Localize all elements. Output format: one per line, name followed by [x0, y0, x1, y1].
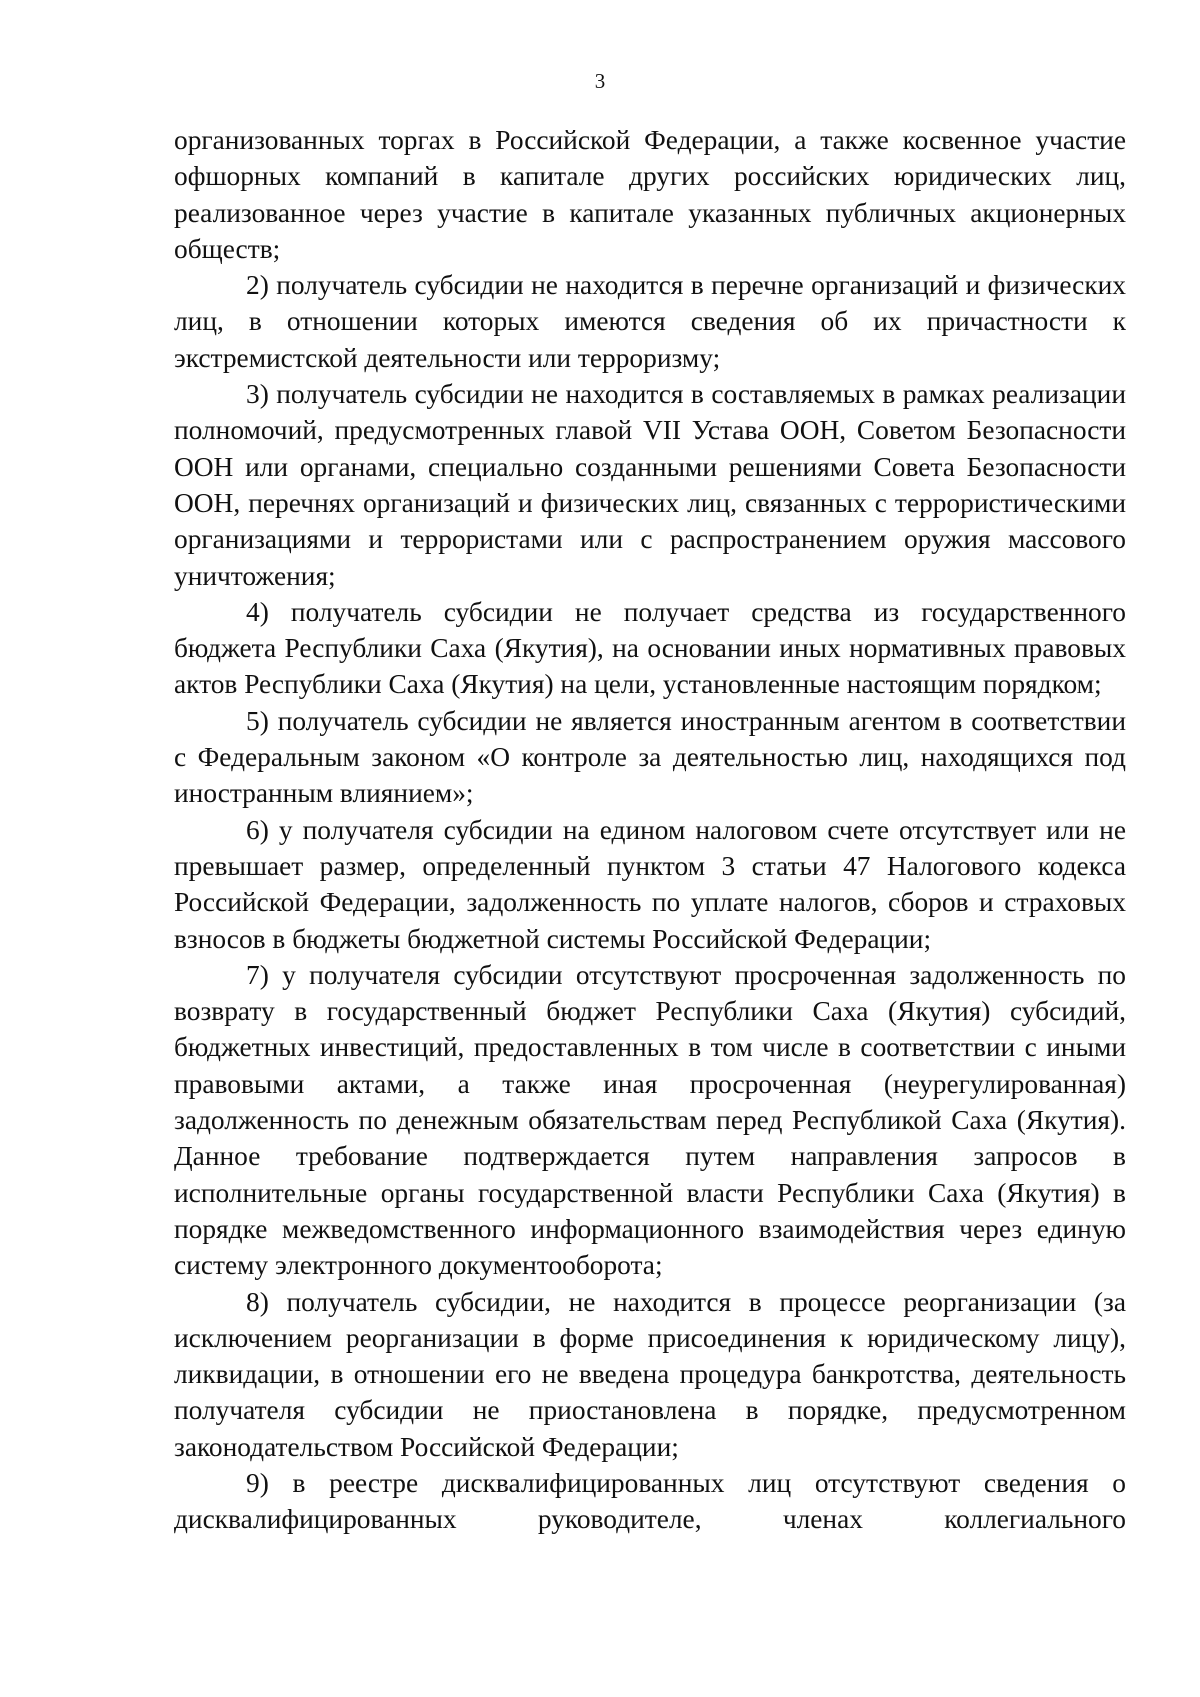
paragraph-item-8: 8) получатель субсидии, не находится в процессе реорганизации (за исключением реорганизации в форме присоединения к юридическому лицу), ликвидации, в отношении его не введена процедура банкротства, деятельность получателя субсидии не приостановлена в порядке, предусмотренном законодательством Российской Федерации;: [174, 1286, 1126, 1462]
paragraph-item-3: 3) получатель субсидии не находится в составляемых в рамках реализации полномочий, предусмотренных главой VII Устава ООН, Советом Безопасности ООН или органами, специально созданными решениями Совета Безопасности ООН, перечнях организаций и физических лиц, связанных с террористическими организациями и террористами или с распространением оружия массового уничтожения;: [174, 379, 1126, 591]
paragraph-item-6: 6) у получателя субсидии на едином налоговом счете отсутствует или не превышает размер, определенный пунктом 3 статьи 47 Налогового кодекса Российской Федерации, задолженность по уплате налогов, сборов и страховых взносов в бюджеты бюджетной системы Российской Федерации;: [174, 814, 1126, 954]
paragraph-item-7: 7) у получателя субсидии отсутствуют просроченная задолженность по возврату в государственный бюджет Республики Саха (Якутия) субсидий, бюджетных инвестиций, предоставленных в том числе в соответствии с иными правовыми актами, а также иная просроченная (неурегулированная) задолженность по денежным обязательствам перед Республикой Саха (Якутия). Данное требование подтверждается путем направления запросов в исполнительные органы государственной власти Республики Саха (Якутия) в порядке межведомственного информационного взаимодействия через единую систему электронного документооборота;: [174, 959, 1126, 1281]
paragraph-continuation: организованных торгах в Российской Федерации, а также косвенное участие офшорных компаний в капитале других российских юридических лиц, реализованное через участие в капитале указанных публичных акционерных обществ;: [174, 125, 1126, 264]
page-number: 3: [594, 69, 606, 93]
paragraph-item-4: 4) получатель субсидии не получает средства из государственного бюджета Республики Саха (Якутия), на основании иных нормативных правовых актов Республики Саха (Якутия) на цели, установленные настоящим порядком;: [174, 596, 1126, 700]
document-body: [174, 122, 1126, 1538]
paragraph-item-5: 5) получатель субсидии не является иностранным агентом в соответствии с Федеральным законом «О контроле за деятельностью лиц, находящихся под иностранным влиянием»;: [174, 705, 1126, 809]
paragraph-item-2: 2) получатель субсидии не находится в перечне организаций и физических лиц, в отношении которых имеются сведения об их причастности к экстремистской деятельности или терроризму;: [174, 270, 1126, 373]
paragraph-item-9: 9) в реестре дисквалифицированных лиц отсутствуют сведения о дисквалифицированных руководителе, членах коллегиального: [174, 1467, 1126, 1535]
